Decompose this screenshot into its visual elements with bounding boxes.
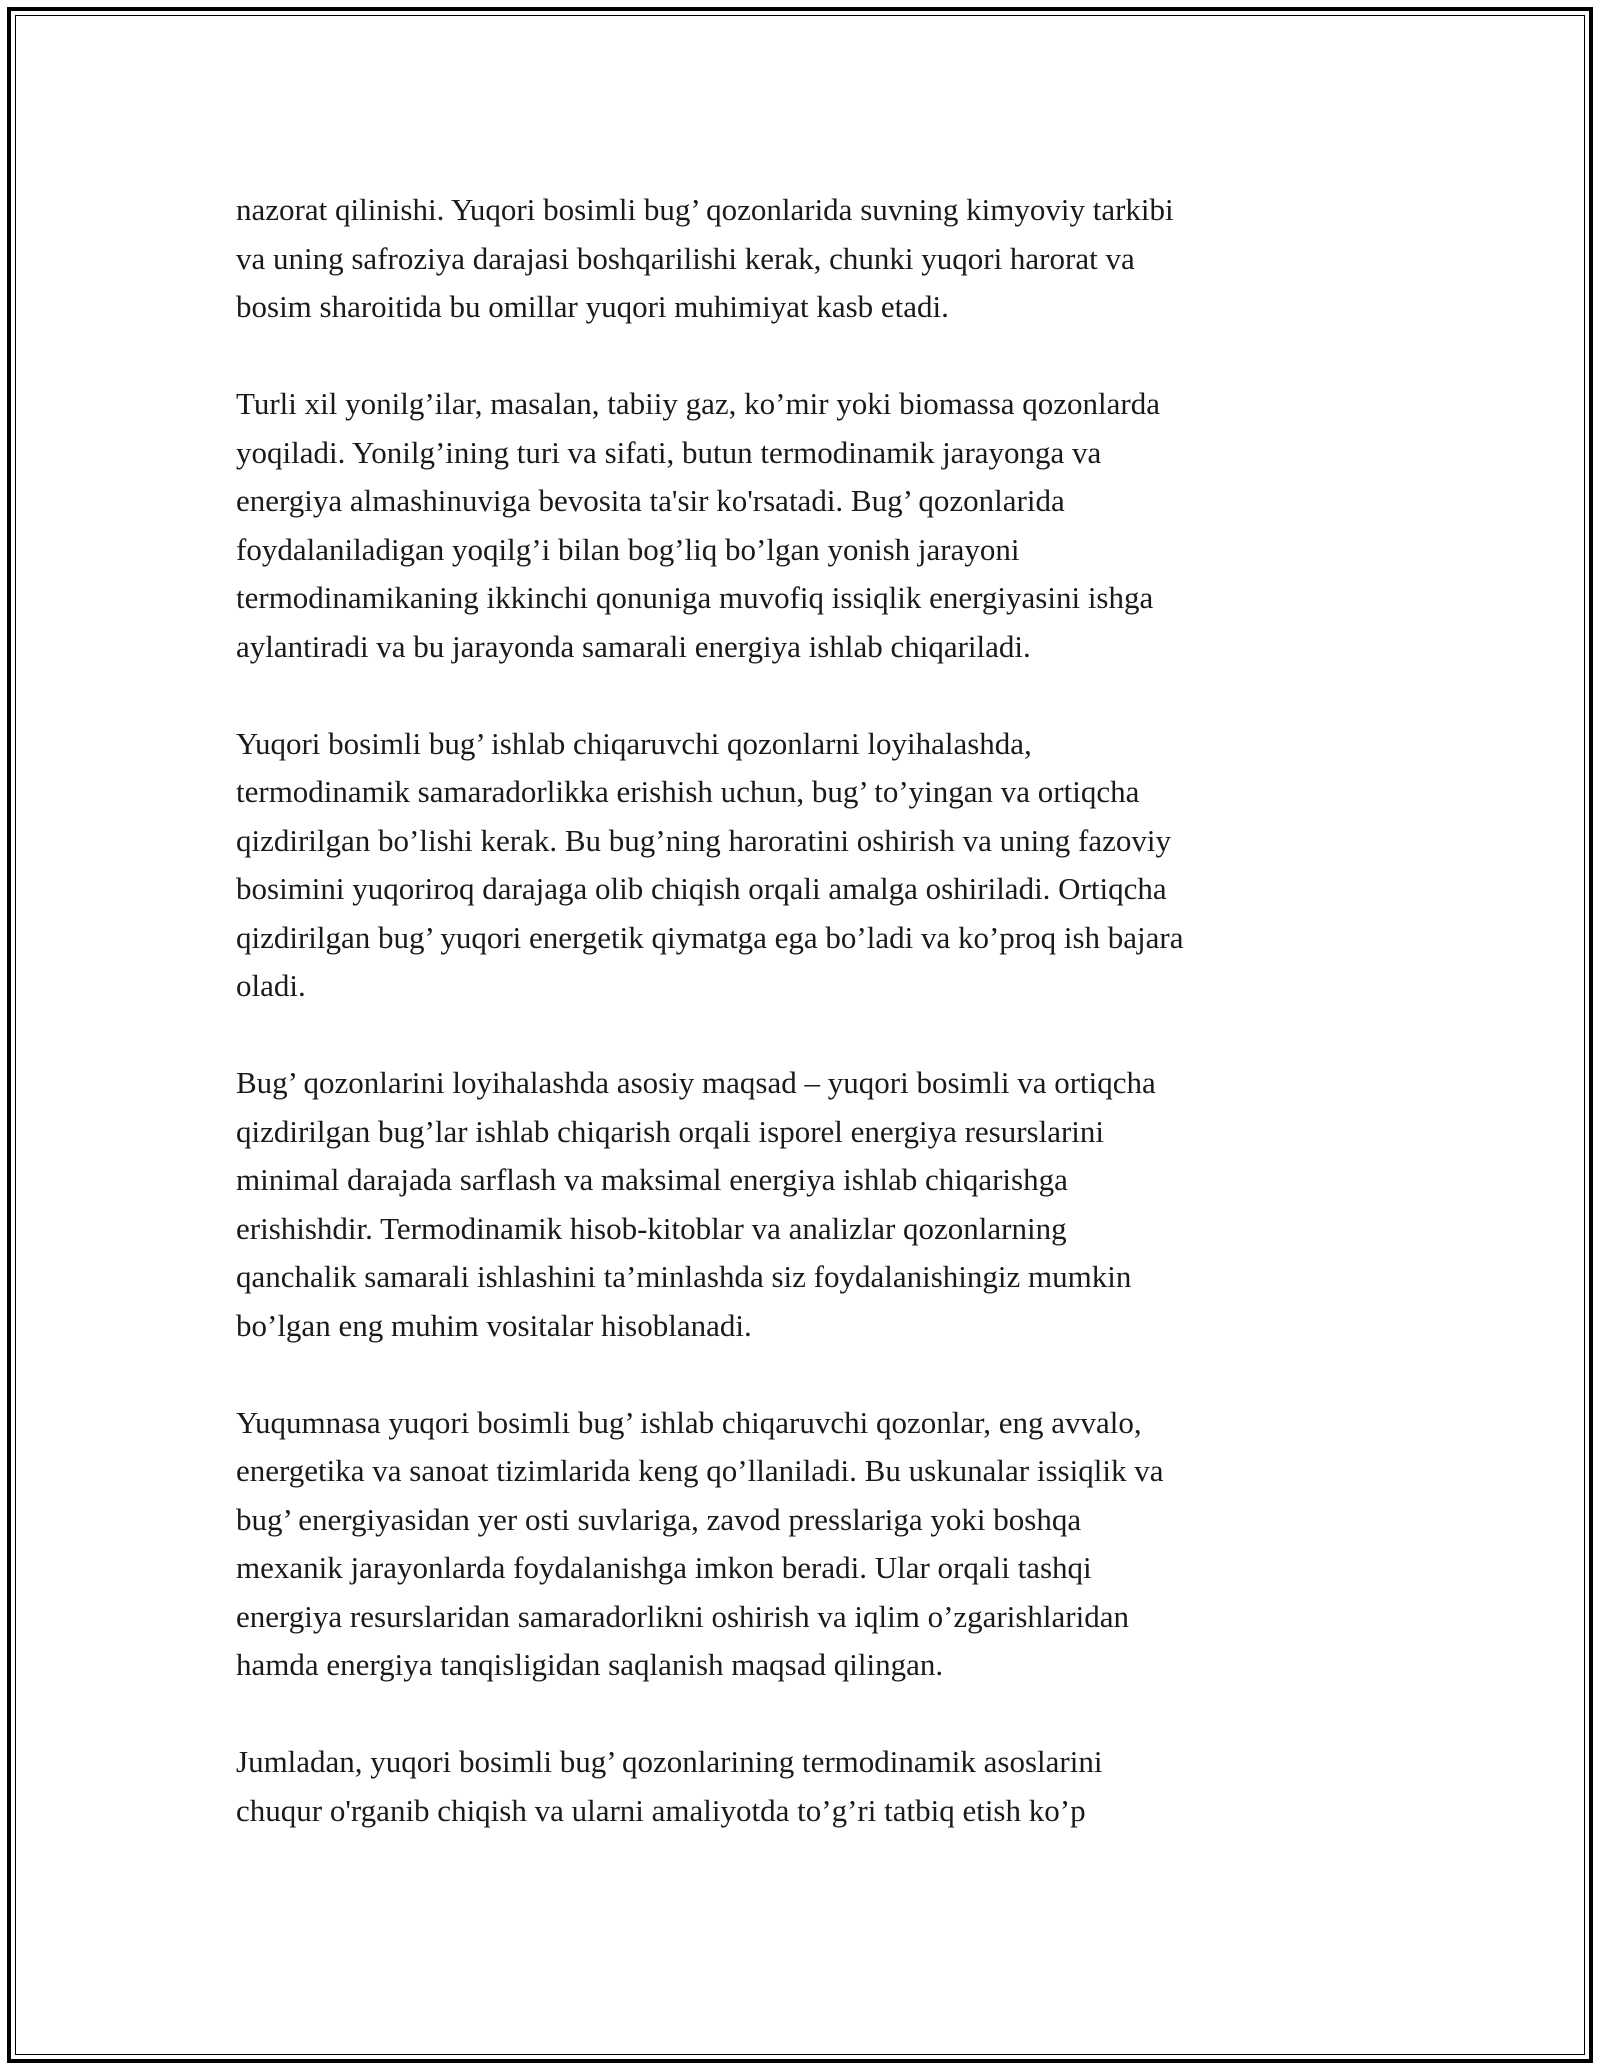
text-line: Yuqumnasa yuqori bosimli bug’ ishlab chiqaruvchi qozonlar, eng avvalo, <box>236 1404 1142 1440</box>
text-line: bosim sharoitida bu omillar yuqori muhimiyat kasb etadi. <box>236 289 949 324</box>
text-line: hamda energiya tanqisligidan saqlanish maqsad qilingan. <box>236 1647 944 1682</box>
document-body <box>236 186 1386 1884</box>
text-line: minimal darajada sarflash va maksimal energiya ishlab chiqarishga <box>236 1162 1068 1197</box>
paragraph <box>236 380 1386 671</box>
text-line: erishishdir. Termodinamik hisob-kitoblar va analizlar qozonlarning <box>236 1210 1067 1246</box>
text-line: bug’ energiyasidan yer osti suvlariga, zavod presslariga yoki boshqa <box>236 1501 1082 1537</box>
text-line: va uning safroziya darajasi boshqarilishi kerak, chunki yuqori harorat va <box>236 240 1135 276</box>
text-line: termodinamikaning ikkinchi qonuniga muvofiq issiqlik energiyasini ishga <box>236 580 1154 615</box>
paragraph <box>236 1059 1386 1350</box>
text-line: qizdirilgan bug’lar ishlab chiqarish orqali isporel energiya resurslarini <box>236 1113 1105 1149</box>
text-line: aylantiradi va bu jarayonda samarali energiya ishlab chiqariladi. <box>236 628 1031 664</box>
text-line: chuqur o'rganib chiqish va ularni amaliyotda to’g’ri tatbiq etish ko’p <box>236 1792 1086 1828</box>
text-line: bo’lgan eng muhim vositalar hisoblanadi. <box>236 1307 752 1343</box>
paragraph <box>236 186 1386 332</box>
paragraph <box>236 1399 1386 1690</box>
text-line: energetika va sanoat tizimlarida keng qo’llaniladi. Bu uskunalar issiqlik va <box>236 1453 1164 1488</box>
text-line: bosimini yuqoriroq darajaga olib chiqish orqali amalga oshiriladi. Ortiqcha <box>236 871 1167 906</box>
text-line: energiya resurslaridan samaradorlikni oshirish va iqlim o’zgarishlaridan <box>236 1598 1129 1634</box>
paragraph <box>236 720 1386 1011</box>
text-line: termodinamik samaradorlikka erishish uchun, bug’ to’yingan va ortiqcha <box>236 774 1140 809</box>
text-line: energiya almashinuviga bevosita ta'sir ko'rsatadi. Bug’ qozonlarida <box>236 483 1065 518</box>
text-line: Turli xil yonilg’ilar, masalan, tabiiy gaz, ko’mir yoki biomassa qozonlarda <box>236 386 1160 421</box>
text-line: Yuqori bosimli bug’ ishlab chiqaruvchi qozonlarni loyihalashda, <box>236 725 1032 761</box>
text-line: nazorat qilinishi. Yuqori bosimli bug’ qozonlarida suvning kimyoviy tarkibi <box>236 192 1174 227</box>
text-line: foydalaniladigan yoqilg’i bilan bog’liq bo’lgan yonish jarayoni <box>236 531 1020 567</box>
text-line: oladi. <box>236 968 306 1003</box>
text-line: qanchalik samarali ishlashini ta’minlashda siz foydalanishingiz mumkin <box>236 1259 1132 1294</box>
text-line: yoqiladi. Yonilg’ining turi va sifati, butun termodinamik jarayonga va <box>236 434 1102 470</box>
text-line: mexanik jarayonlarda foydalanishga imkon beradi. Ular orqali tashqi <box>236 1550 1092 1585</box>
text-line: Bug’ qozonlarini loyihalashda asosiy maqsad – yuqori bosimli va ortiqcha <box>236 1065 1156 1100</box>
text-line: qizdirilgan bo’lishi kerak. Bu bug’ning haroratini oshirish va uning fazoviy <box>236 822 1171 858</box>
text-line: qizdirilgan bug’ yuqori energetik qiymatga ega bo’ladi va ko’proq ish bajara <box>236 919 1184 955</box>
paragraph <box>236 1738 1386 1835</box>
text-line: Jumladan, yuqori bosimli bug’ qozonlarining termodinamik asoslarini <box>236 1744 1103 1779</box>
